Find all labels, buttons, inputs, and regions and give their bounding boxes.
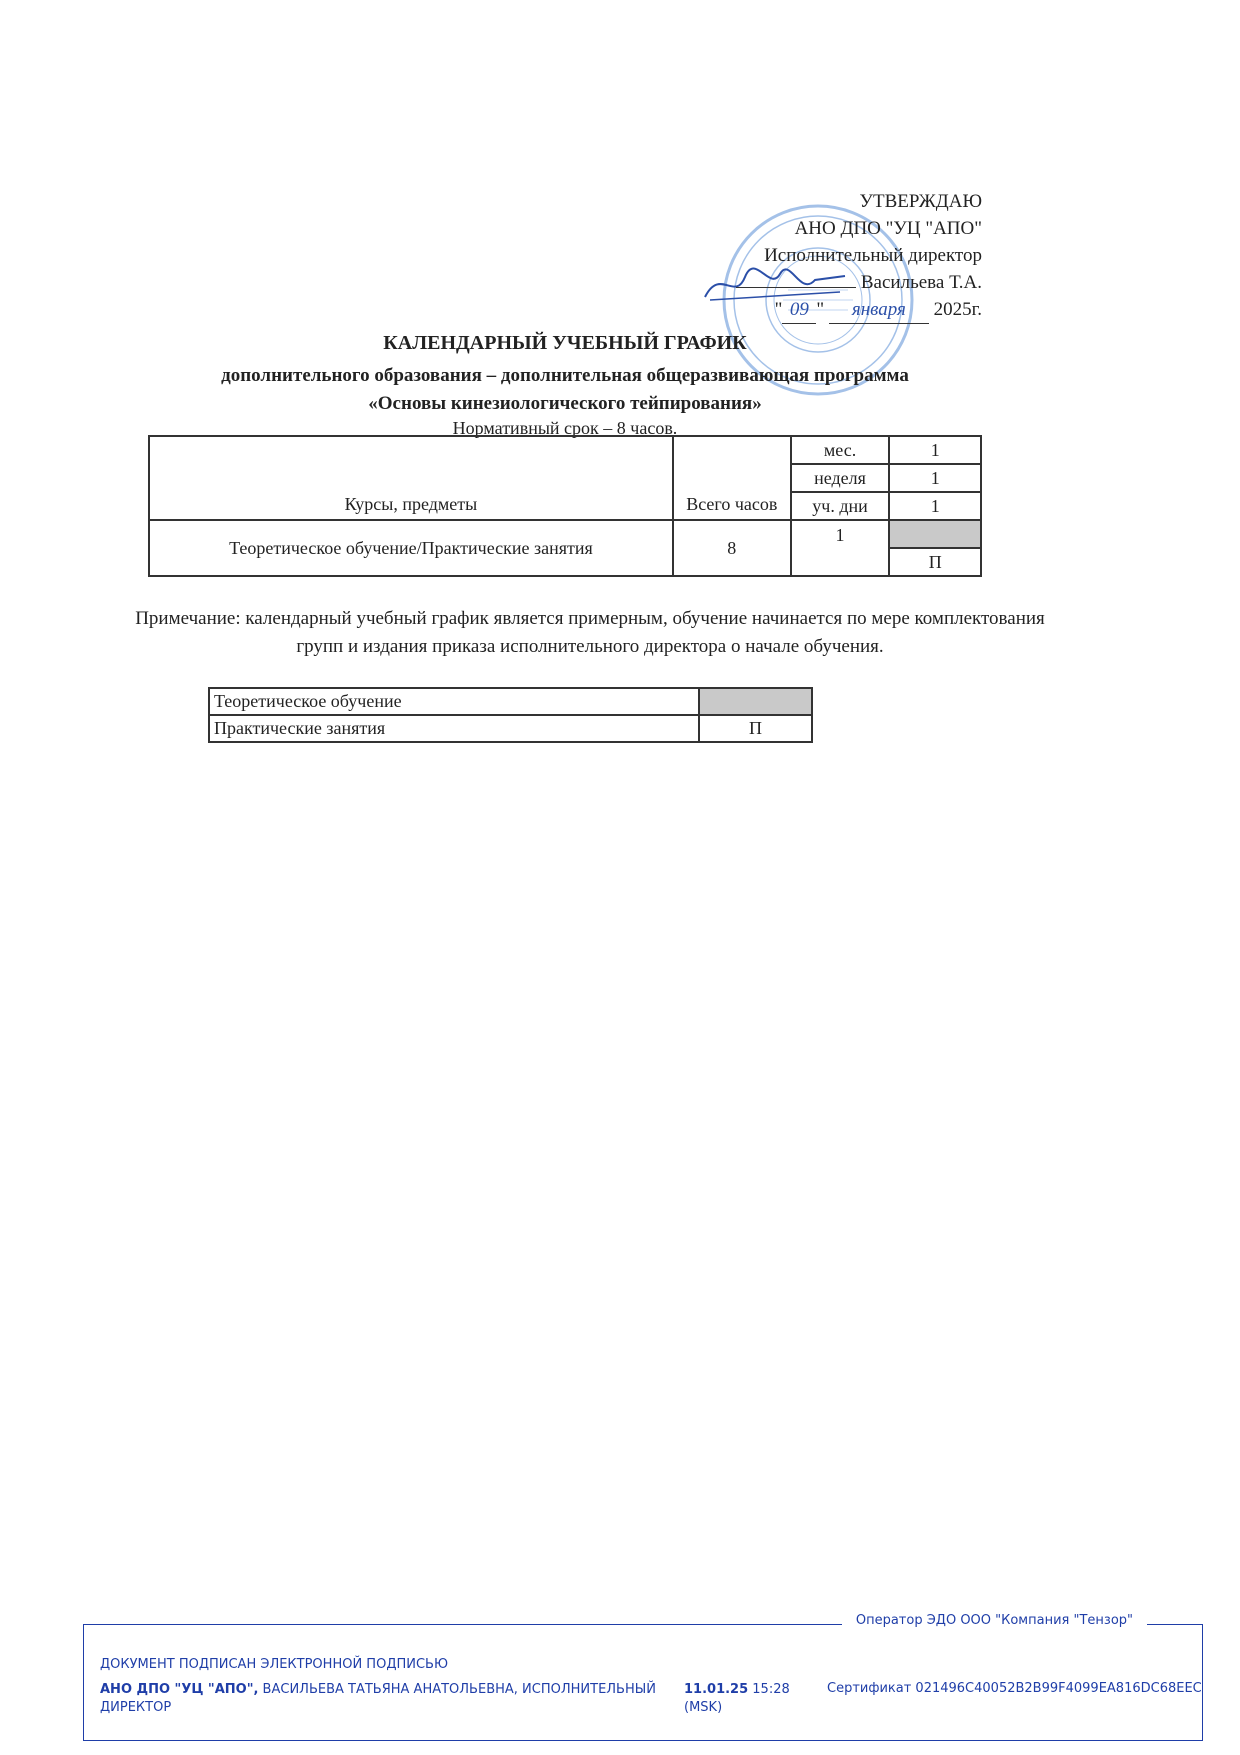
signer-info: АНО ДПО "УЦ "АПО", ВАСИЛЬЕВА ТАТЬЯНА АНАТОЛЬЕВНА, ИСПОЛНИТЕЛЬНЫЙ ДИРЕКТОР [100,1682,656,1715]
document-subtitle: дополнительного образования – дополнительная общеразвивающая программа «Основы кинезиологического тейпирования» [221,365,909,414]
header-days-label: уч. дни [791,492,890,520]
approval-signatory: Васильева Т.А. [736,269,982,296]
approval-position: Исполнительный директор [764,245,982,266]
header-month-label: мес. [791,436,890,464]
edo-operator: Оператор ЭДО ООО "Компания "Тензор" [842,1613,1147,1628]
signature-heading: ДОКУМЕНТ ПОДПИСАН ЭЛЕКТРОННОЙ ПОДПИСЬЮ [100,1657,449,1672]
normative-duration: Нормативный срок – 8 часов. [452,418,678,438]
legend-practice-mark: П [699,715,812,742]
row-value: 1 [791,520,890,576]
e-signature-box [83,1613,1203,1741]
approval-date: " 09 " января 2025г. [736,296,982,324]
signature-datetime: 11.01.25 15:28 (MSK) [684,1682,790,1715]
header-week-value: 1 [889,464,981,492]
note-paragraph: Примечание: календарный учебный график является примерным, обучение начинается по мере комплектования групп и издания приказа исполнительного директора о начале обучения. [135,608,1045,657]
header-total-hours: Всего часов [673,436,791,520]
legend-table [208,687,813,743]
approval-organization: АНО ДПО "УЦ "АПО" [794,218,982,239]
header-courses: Курсы, предметы [149,436,673,520]
approval-block [736,188,982,324]
row-total-hours: 8 [673,520,791,576]
row-practice-mark: П [889,548,981,576]
header-month-value: 1 [889,436,981,464]
row-course-name: Теоретическое обучение/Практические занятия [149,520,673,576]
legend-practice-label: Практические занятия [209,715,699,742]
schedule-table [148,435,982,577]
legend-theory-label: Теоретическое обучение [209,688,699,715]
document-title: КАЛЕНДАРНЫЙ УЧЕБНЫЙ ГРАФИК [383,332,747,354]
approval-heading: УТВЕРЖДАЮ [859,191,982,212]
row-theory-cell [889,520,981,548]
legend-theory-swatch [699,688,812,715]
header-week-label: неделя [791,464,890,492]
certificate-number: Сертификат 021496C40052B2B99F4099EA816DC68EEC [827,1681,1202,1696]
header-days-value: 1 [889,492,981,520]
